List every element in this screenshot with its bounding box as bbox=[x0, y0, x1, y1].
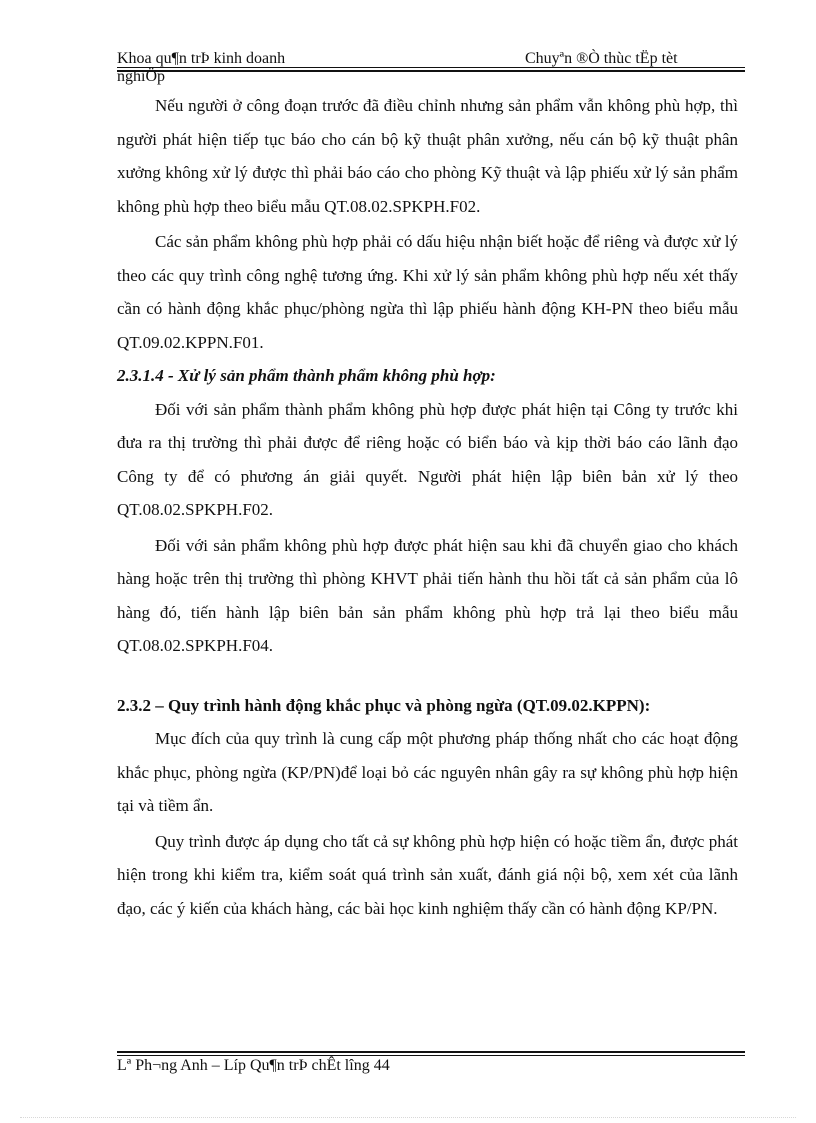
section-heading: 2.3.2 – Quy trình hành động khắc phục và phòng ngừa (QT.09.02.KPPN): bbox=[117, 695, 651, 715]
subsection-heading: 2.3.1.4 - Xử lý sản phẩm thành phẩm không phù hợp: bbox=[117, 366, 496, 385]
footer-rule-thick bbox=[117, 1051, 745, 1053]
header-thesis-title-wrap: nghiÖp bbox=[117, 68, 165, 85]
header-thesis-title: Chuyªn ®Ò thùc tËp tèt bbox=[525, 50, 678, 67]
header-rule bbox=[117, 67, 745, 68]
document-body bbox=[117, 89, 738, 925]
header-rule-thick bbox=[117, 70, 745, 72]
paragraph: Nếu người ở công đoạn trước đã điều chỉnh nhưng sản phẩm vẫn không phù hợp, thì người phát hiện tiếp tục báo cho cán bộ kỹ thuật phân xưởng, nếu cán bộ kỹ thuật phân xưởng không xử lý được thì phải báo cáo cho phòng Kỹ thuật và lập phiếu xử lý sản phẩm không phù hợp theo biểu mẫu QT.08.02.SPKPH.F02. bbox=[117, 96, 738, 216]
paragraph: Quy trình được áp dụng cho tất cả sự không phù hợp hiện có hoặc tiềm ẩn, được phát hiện trong khi kiểm tra, kiểm soát quá trình sản xuất, đánh giá nội bộ, xem xét của lãnh đạo, các ý kiến của khách hàng, các bài học kinh nghiệm thấy cần có hành động KP/PN. bbox=[117, 831, 738, 918]
paragraph: Mục đích của quy trình là cung cấp một phương pháp thống nhất cho các hoạt động khắc phục, phòng ngừa (KP/PN)để loại bỏ các nguyên nhân gây ra sự không phù hợp hiện tại và tiềm ẩn. bbox=[117, 729, 738, 815]
header-faculty: Khoa qu¶n trÞ kinh doanh bbox=[117, 50, 286, 67]
page-footer: Lª Ph¬ng Anh – Líp Qu¶n trÞ chÊt lîng 44 bbox=[117, 1057, 390, 1074]
page-bottom-border bbox=[20, 1117, 796, 1118]
page-header bbox=[117, 50, 745, 86]
paragraph: Các sản phẩm không phù hợp phải có dấu hiệu nhận biết hoặc để riêng và được xử lý theo các quy trình công nghệ tương ứng. Khi xử lý sản phẩm không phù hợp nếu xét thấy cần có hành động khắc phục/phòng ngừa thì lập phiếu hành động KH-PN theo biểu mẫu QT.09.02.KPPN.F01. bbox=[117, 232, 738, 352]
footer-rule bbox=[117, 1055, 745, 1056]
paragraph: Đối với sản phẩm thành phẩm không phù hợp được phát hiện tại Công ty trước khi đưa ra thị trường thì phải được để riêng hoặc có biển báo và kịp thời báo cáo lãnh đạo Công ty để có phương án giải quyết. Người phát hiện lập biên bản xử lý theo QT.08.02.SPKPH.F02. bbox=[117, 399, 738, 519]
paragraph: Đối với sản phẩm không phù hợp được phát hiện sau khi đã chuyển giao cho khách hàng hoặc trên thị trường thì phòng KHVT phải tiến hành thu hồi tất cả sản phẩm của lô hàng đó, tiến hành lập biên bản sản phẩm không phù hợp trả lại theo biểu mẫu QT.08.02.SPKPH.F04. bbox=[117, 535, 738, 655]
